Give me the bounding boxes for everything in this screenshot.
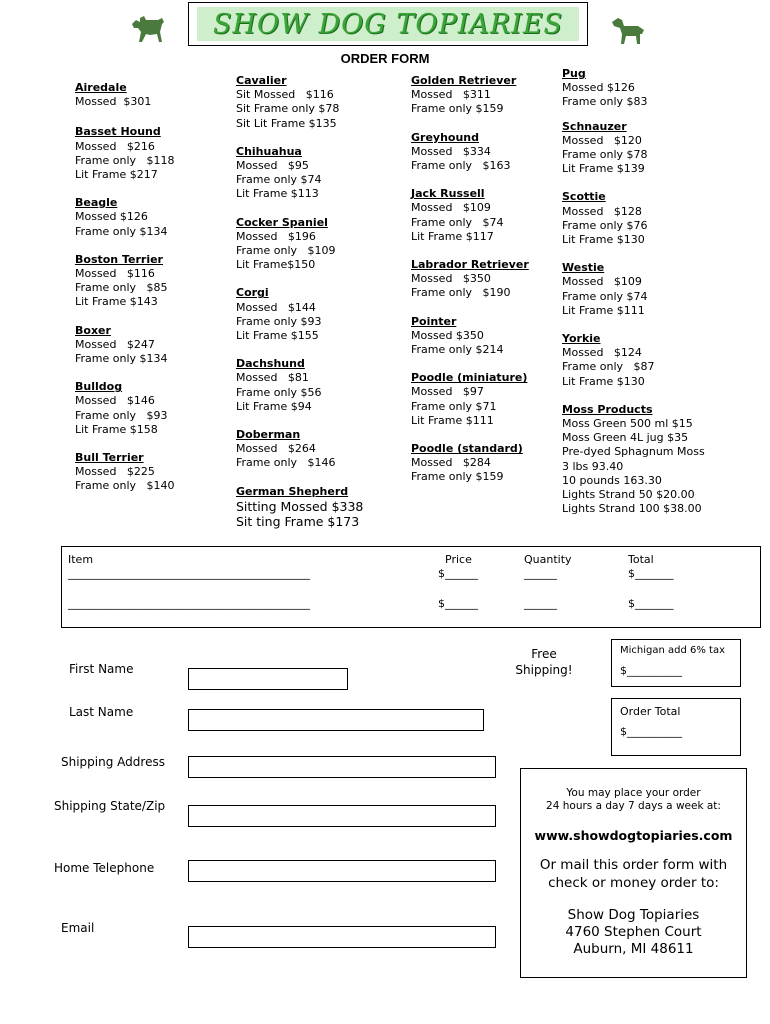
- order-total-label: Order Total: [620, 705, 681, 718]
- price-line: Mossed $301: [75, 95, 152, 109]
- breed-name: Golden Retriever: [411, 74, 517, 87]
- price-line: Lights Strand 100 $38.00: [562, 502, 702, 516]
- price-line: Mossed $116: [75, 267, 155, 281]
- price-line: Lit Frame $130: [562, 374, 645, 388]
- free-shipping-line: Free: [531, 647, 557, 661]
- breed-name: Cavalier: [236, 74, 287, 87]
- price-line: Pre-dyed Sphagnum Moss: [562, 445, 705, 459]
- price-line: Lit Frame $113: [236, 187, 319, 201]
- price-line: Lit Frame $111: [411, 413, 494, 427]
- breed-name: Dachshund: [236, 357, 305, 371]
- breed-name: Poodle (miniature): [411, 371, 528, 385]
- breed-name: Schnauzer: [562, 119, 627, 133]
- price-line: Frame only $146: [236, 456, 336, 470]
- breed-name: Beagle: [75, 196, 118, 210]
- last-name-field[interactable]: [188, 709, 484, 731]
- price-line: Mossed $284: [411, 456, 491, 470]
- total-blank[interactable]: $_______: [628, 567, 674, 580]
- email-label: Email: [61, 921, 95, 935]
- total-blank[interactable]: $_______: [628, 597, 674, 610]
- price-line: Frame only $74: [562, 289, 648, 303]
- tax-box: [611, 639, 741, 687]
- price-line: Frame only $134: [75, 224, 168, 238]
- quantity-blank[interactable]: ______: [524, 567, 557, 580]
- price-line: Sitting Mossed $338: [236, 498, 364, 514]
- breed-name: Chihuahua: [236, 144, 302, 158]
- title-banner: [188, 2, 588, 46]
- price-line: Frame only $134: [75, 352, 168, 366]
- breed-name: Boston Terrier: [75, 252, 163, 266]
- tax-blank[interactable]: $__________: [620, 664, 682, 677]
- price-line: Mossed $126: [75, 210, 148, 224]
- price-line: Lit Frame $130: [562, 233, 645, 247]
- price-line: Mossed $97: [411, 385, 484, 399]
- tax-label: Michigan add 6% tax: [620, 645, 726, 656]
- last-name-label: Last Name: [69, 705, 134, 719]
- order-total-blank[interactable]: $__________: [620, 725, 682, 738]
- price-line: 10 pounds 163.30: [562, 473, 662, 487]
- price-line: Frame only $74: [411, 215, 504, 229]
- price-line: Frame only $74: [236, 173, 322, 187]
- free-shipping-line: Shipping!: [515, 663, 573, 677]
- price-line: Lit Frame $217: [75, 168, 158, 182]
- price-column-1: [75, 81, 175, 494]
- breed-name: Boxer: [75, 323, 111, 337]
- shipping-state-zip-label: Shipping State/Zip: [54, 799, 166, 813]
- price-line: Lit Frame $139: [562, 162, 645, 176]
- price-column-4: [562, 67, 705, 516]
- price-line: Frame only $76: [562, 218, 648, 232]
- price-line: Frame only $214: [411, 343, 504, 357]
- price-line: Lit Frame $94: [236, 399, 312, 413]
- price-line: Frame only $93: [75, 408, 168, 422]
- info-line: 24 hours a day 7 days a week at:: [546, 800, 721, 812]
- website-link[interactable]: www.showdogtopiaries.com: [534, 828, 733, 843]
- price-line: Moss Green 4L jug $35: [562, 431, 689, 445]
- price-line: Frame only $78: [562, 148, 648, 162]
- dog-silhouette-icon: [128, 10, 168, 46]
- price-line: Mossed $146: [75, 394, 155, 408]
- price-line: Frame only $85: [75, 281, 168, 295]
- price-line: Lit Frame $117: [411, 229, 494, 243]
- breed-name: Bulldog: [75, 380, 123, 394]
- price-line: Frame only $140: [75, 479, 175, 493]
- breed-name: Scottie: [562, 190, 606, 204]
- home-telephone-label: Home Telephone: [54, 861, 155, 875]
- price-line: Lights Strand 50 $20.00: [562, 488, 695, 502]
- breed-name: Corgi: [236, 286, 269, 300]
- price-line: Moss Green 500 ml $15: [562, 417, 693, 431]
- mail-instructions: check or money order to:: [548, 875, 719, 891]
- price-line: Mossed $120: [562, 133, 642, 147]
- price-line: Lit Frame $111: [562, 303, 645, 317]
- price-line: Frame only $93: [236, 314, 322, 328]
- quantity-header: Quantity: [524, 553, 572, 566]
- price-line: Mossed $350: [411, 272, 491, 286]
- price-line: Mossed $350: [411, 328, 484, 342]
- order-items-table: [61, 546, 761, 628]
- info-line: You may place your order: [566, 787, 701, 799]
- price-line: Frame only $159: [411, 470, 504, 484]
- price-blank[interactable]: $______: [438, 567, 478, 580]
- breed-name: Poodle (standard): [411, 442, 523, 456]
- first-name-label: First Name: [69, 662, 134, 676]
- price-line: Frame only $159: [411, 102, 504, 116]
- breed-name: Cocker Spaniel: [236, 215, 328, 229]
- price-line: Mossed $144: [236, 300, 316, 314]
- price-line: Mossed $311: [411, 88, 491, 102]
- price-line: Mossed $216: [75, 139, 155, 153]
- price-line: Lit Frame $155: [236, 329, 319, 343]
- order-form-heading: ORDER FORM: [340, 51, 430, 66]
- price-line: Frame only $190: [411, 286, 511, 300]
- breed-name: Bull Terrier: [75, 451, 144, 465]
- price-line: Mossed $196: [236, 229, 316, 243]
- breed-name: Moss Products: [562, 402, 653, 416]
- price-line: Mossed $264: [236, 442, 316, 456]
- price-line: Mossed $247: [75, 337, 155, 351]
- total-header: Total: [628, 553, 654, 566]
- price-line: Sit ting Frame $173: [236, 513, 360, 529]
- mailing-street: 4760 Stephen Court: [565, 924, 702, 940]
- item-header: Item: [68, 553, 94, 566]
- breed-name: Pointer: [411, 314, 457, 328]
- breed-name: Basset Hound: [75, 125, 161, 139]
- price-blank[interactable]: $______: [438, 597, 478, 610]
- order-total-box: [611, 698, 741, 756]
- mail-instructions: Or mail this order form with: [539, 857, 728, 873]
- first-name-field[interactable]: [188, 668, 348, 690]
- price-line: Mossed $109: [562, 275, 642, 289]
- dog-silhouette-icon: [608, 12, 648, 48]
- price-line: Mossed $95: [236, 159, 309, 173]
- breed-name: Greyhound: [411, 130, 480, 144]
- email-field[interactable]: [188, 926, 496, 948]
- shipping-address-label: Shipping Address: [61, 755, 165, 769]
- breed-name: Yorkie: [562, 332, 601, 346]
- price-line: Frame only $87: [562, 360, 655, 374]
- price-header: Price: [445, 553, 472, 566]
- shipping-state-zip-field[interactable]: [188, 805, 496, 827]
- quantity-blank[interactable]: ______: [524, 597, 557, 610]
- breed-name: Pug: [562, 67, 586, 80]
- company-title: SHOW DOG TOPIARIES: [212, 9, 564, 40]
- price-line: Lit Frame $158: [75, 422, 158, 436]
- price-line: Frame only $71: [411, 399, 497, 413]
- price-line: Sit Lit Frame $135: [236, 116, 337, 130]
- price-line: Frame only $163: [411, 159, 511, 173]
- shipping-address-field[interactable]: [188, 756, 496, 778]
- price-line: Mossed $124: [562, 346, 642, 360]
- price-line: Mossed $334: [411, 144, 491, 158]
- breed-name: Westie: [562, 261, 605, 275]
- free-shipping-note: [506, 646, 582, 678]
- mailing-city: Auburn, MI 48611: [573, 941, 694, 957]
- price-line: 3 lbs 93.40: [562, 459, 624, 473]
- price-line: Sit Mossed $116: [236, 88, 334, 102]
- ordering-info-box: [520, 768, 747, 978]
- price-line: Frame only $109: [236, 244, 336, 258]
- mailing-name: Show Dog Topiaries: [567, 907, 700, 923]
- price-line: Mossed $126: [562, 81, 635, 95]
- breed-name: Labrador Retriever: [411, 258, 529, 272]
- price-column-2: [236, 74, 363, 529]
- breed-name: German Shepherd: [236, 484, 349, 498]
- price-line: Mossed $109: [411, 201, 491, 215]
- price-line: Lit Frame$150: [236, 258, 316, 272]
- price-line: Mossed $128: [562, 204, 642, 218]
- item-blank[interactable]: ____________________________________________: [68, 597, 310, 610]
- price-line: Lit Frame $143: [75, 295, 158, 309]
- price-line: Mossed $225: [75, 465, 155, 479]
- price-line: Mossed $81: [236, 371, 309, 385]
- price-line: Sit Frame only $78: [236, 102, 340, 116]
- home-telephone-field[interactable]: [188, 860, 496, 882]
- price-line: Frame only $83: [562, 95, 648, 109]
- item-blank[interactable]: ____________________________________________: [68, 567, 310, 580]
- price-line: Frame only $118: [75, 153, 175, 167]
- breed-name: Jack Russell: [411, 187, 485, 201]
- price-line: Frame only $56: [236, 385, 322, 399]
- breed-name: Doberman: [236, 428, 301, 442]
- breed-name: Airedale: [75, 81, 127, 94]
- price-column-3: [411, 74, 529, 485]
